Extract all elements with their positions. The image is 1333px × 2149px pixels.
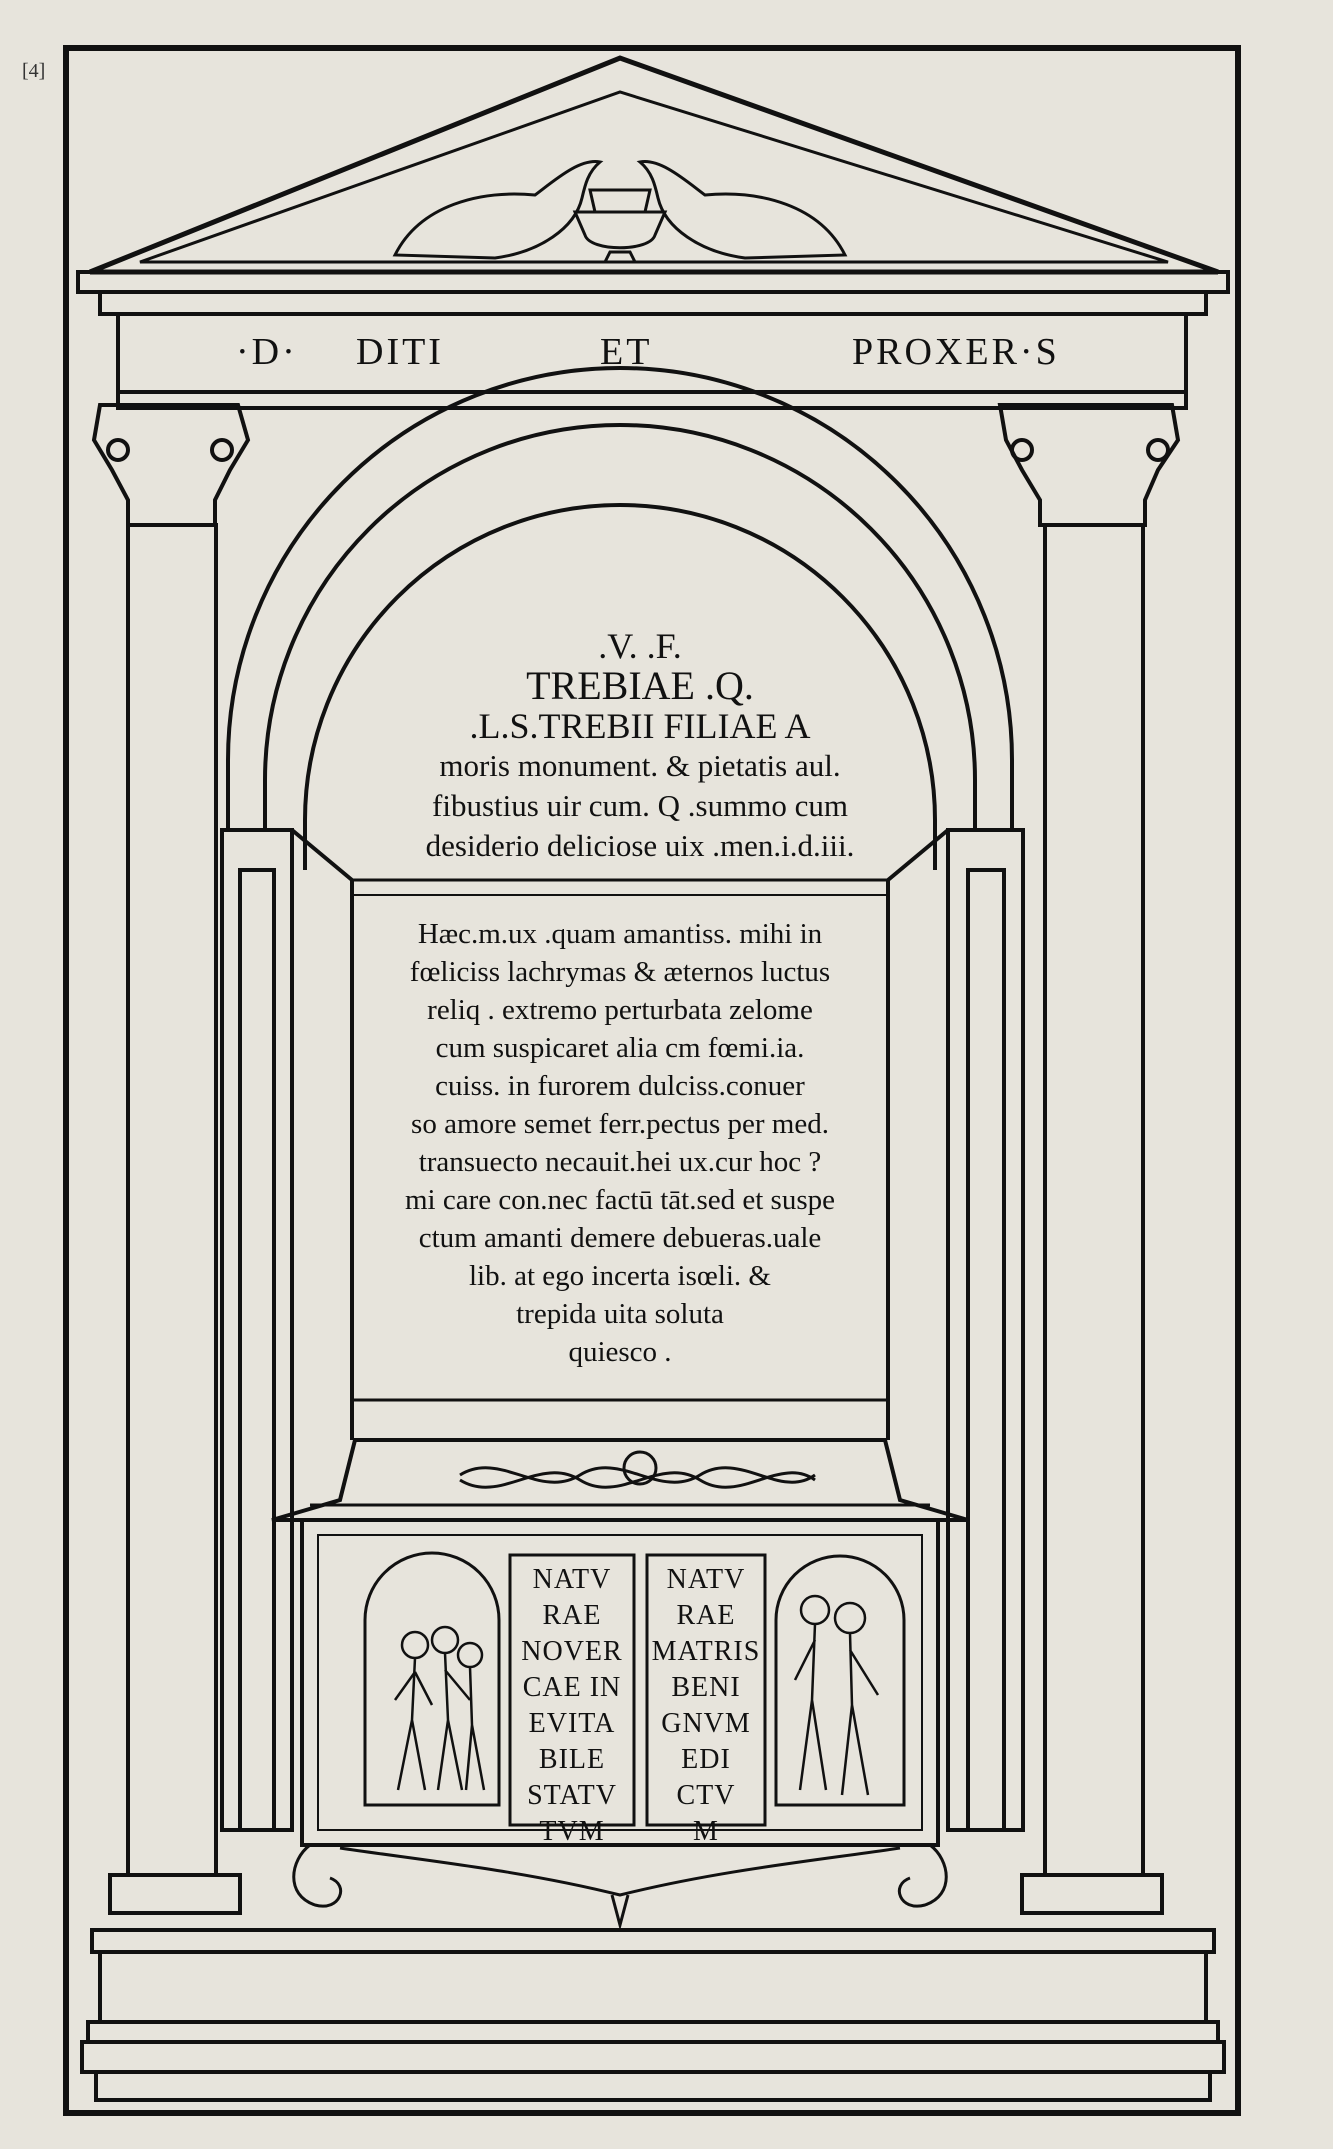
epitaph-line: mi care con.nec factū tāt.sed et suspe bbox=[405, 1184, 835, 1216]
epitaph-line: Hæc.m.ux .quam amantiss. mihi in bbox=[417, 918, 823, 950]
epitaph-line: fœliciss lachrymas & æternos luctus bbox=[409, 956, 831, 988]
epitaph-line: cum suspicaret alia cm fœmi.ia. bbox=[435, 1032, 805, 1064]
right-niche bbox=[776, 1556, 904, 1805]
frieze-text-left: ·D· bbox=[236, 331, 298, 373]
frieze-text-et: ET bbox=[600, 331, 653, 373]
right-capital bbox=[1000, 405, 1178, 525]
epitaph-header bbox=[290, 626, 990, 866]
epitaph-body bbox=[330, 915, 910, 1371]
epitaph-line: desiderio deliciose uix .men.i.d.iii. bbox=[425, 828, 855, 863]
epitaph-line: moris monument. & pietatis aul. bbox=[439, 748, 841, 783]
epitaph-line: reliq . extremo perturbata zelome bbox=[427, 994, 813, 1026]
epitaph-line: .L.S.TREBII FILIAE A bbox=[469, 706, 811, 746]
epitaph-line: quiesco . bbox=[568, 1336, 672, 1368]
frieze-text-diti: DITI bbox=[356, 331, 444, 373]
doves-and-vase bbox=[395, 162, 845, 262]
sarcophagus-lid bbox=[272, 1440, 968, 1520]
epitaph-line: lib. at ego incerta isœli. & bbox=[468, 1260, 771, 1292]
epitaph-line: TREBIAE .Q. bbox=[526, 663, 754, 708]
frieze-text-right: PROXER·S bbox=[852, 331, 1060, 373]
epitaph-line: so amore semet ferr.pectus per med. bbox=[411, 1108, 829, 1140]
left-panel-text: NATV RAE NOVER CAE IN EVITA BILE STATV TVM bbox=[521, 1564, 623, 1847]
page-number: [4] bbox=[22, 60, 46, 82]
epitaph-line: .V. .F. bbox=[598, 626, 682, 666]
epitaph-line: cuiss. in furorem dulciss.conuer bbox=[435, 1070, 805, 1102]
left-column bbox=[128, 525, 216, 1875]
epitaph-line: trepida uita soluta bbox=[516, 1298, 724, 1330]
epitaph-line: fibustius uir cum. Q .summo cum bbox=[432, 788, 848, 823]
right-column bbox=[1045, 525, 1143, 1875]
right-panel-text: NATV RAE MATRIS BENI GNVM EDI CTV M bbox=[651, 1564, 761, 1847]
left-capital bbox=[94, 405, 248, 525]
epitaph-line: ctum amanti demere debueras.uale bbox=[418, 1222, 822, 1254]
epitaph-line: transuecto necauit.hei ux.cur hoc ? bbox=[418, 1146, 822, 1178]
pediment bbox=[90, 58, 1218, 272]
plinth bbox=[92, 1930, 1214, 1952]
